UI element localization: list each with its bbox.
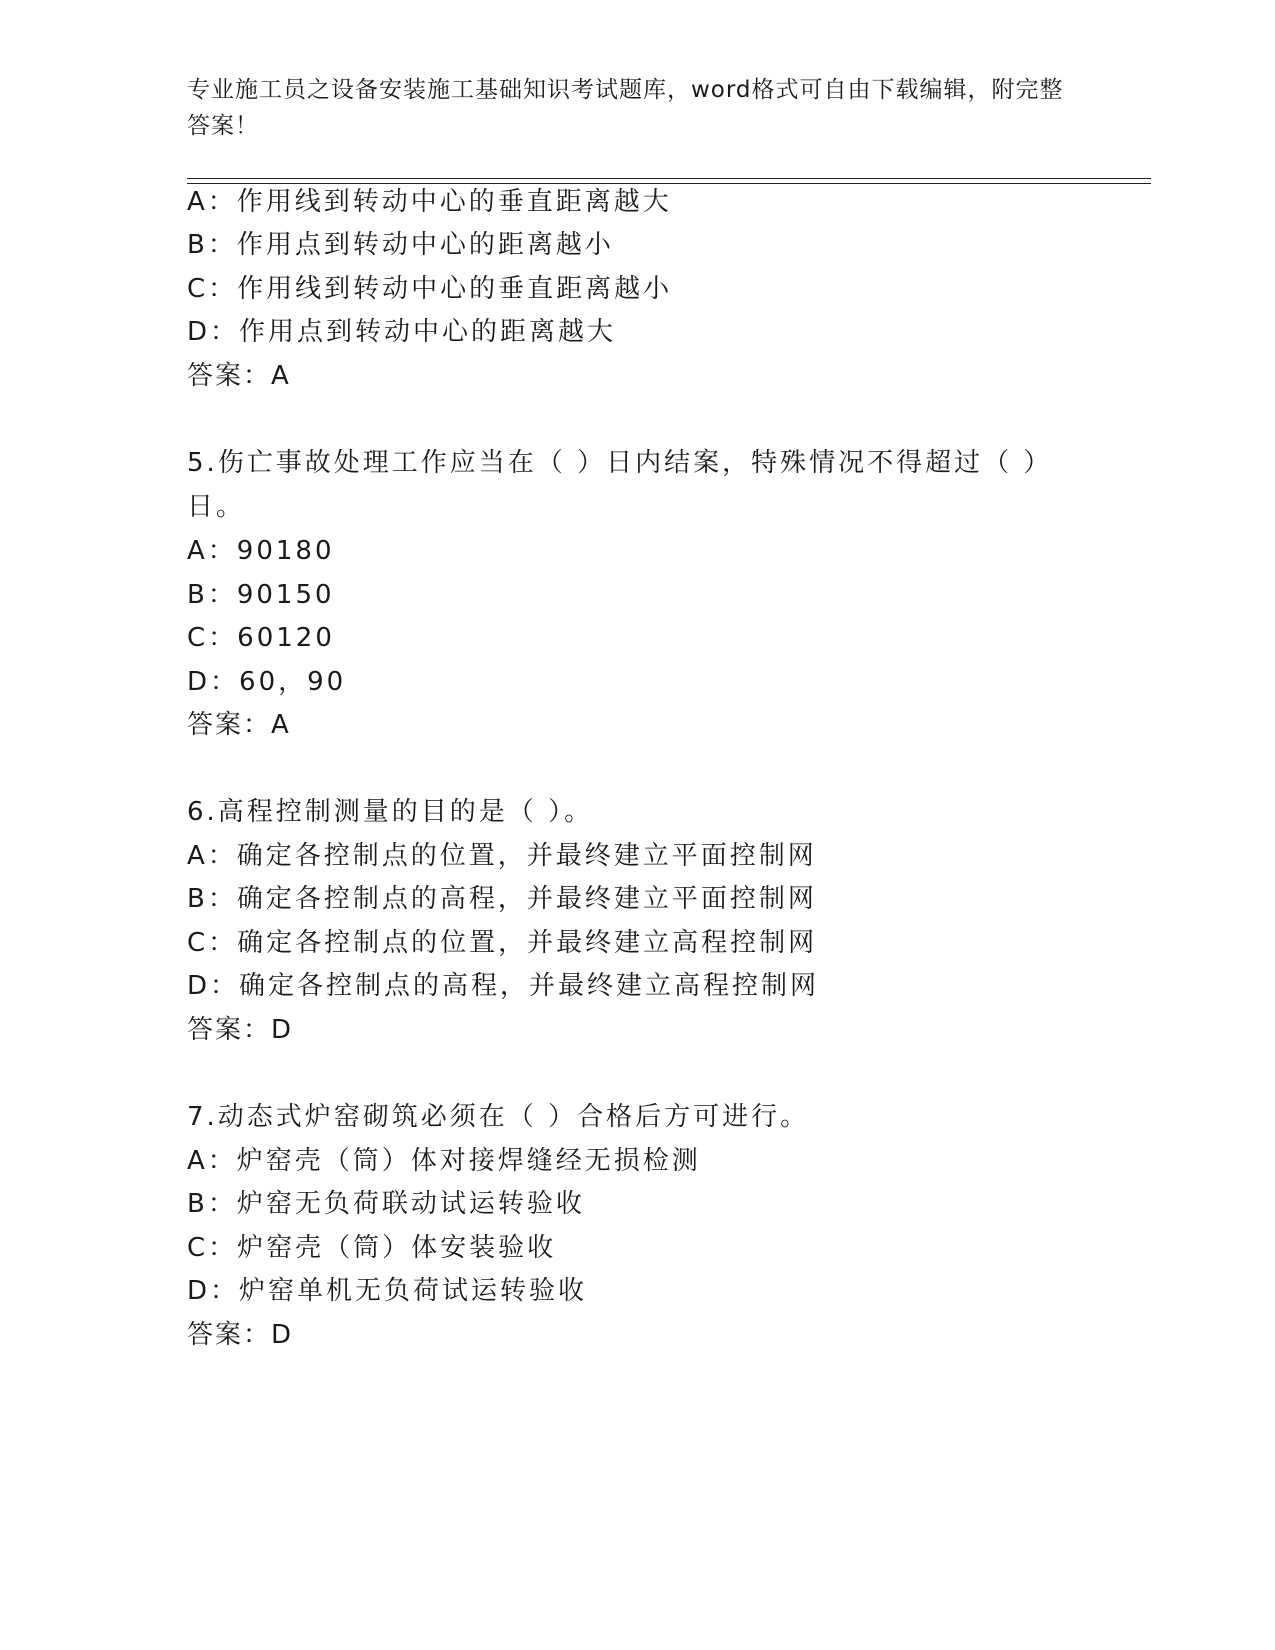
q5-option-d: D：60，90 <box>187 667 347 697</box>
q6-option-a: A：确定各控制点的位置，并最终建立平面控制网 <box>187 841 817 871</box>
q6-stem: 6.高程控制测量的目的是（ ）。 <box>187 797 594 827</box>
q6-answer: 答案：D <box>187 1015 294 1045</box>
q7-answer: 答案：D <box>187 1320 294 1350</box>
q7-stem: 7.动态式炉窑砌筑必须在（ ）合格后方可进行。 <box>187 1102 810 1132</box>
q7-option-b: B：炉窑无负荷联动试运转验收 <box>187 1189 585 1219</box>
header-divider-bottom <box>187 183 1151 184</box>
q4-option-b: B：作用点到转动中心的距离越小 <box>187 230 614 260</box>
q6-option-d: D：确定各控制点的高程，并最终建立高程控制网 <box>187 971 820 1001</box>
q4-option-d: D：作用点到转动中心的距离越大 <box>187 317 617 347</box>
q5-option-a: A：90180 <box>187 536 335 566</box>
q4-option-c: C：作用线到转动中心的垂直距离越小 <box>187 274 673 304</box>
q4-answer: 答案：A <box>187 361 291 391</box>
q4-option-a: A：作用线到转动中心的垂直距离越大 <box>187 187 672 217</box>
q5-option-c: C：60120 <box>187 623 335 653</box>
q5-answer: 答案：A <box>187 710 291 740</box>
q5-stem-line2: 日。 <box>187 492 246 522</box>
q7-option-a: A：炉窑壳（筒）体对接焊缝经无损检测 <box>187 1146 701 1176</box>
q6-option-c: C：确定各控制点的位置，并最终建立高程控制网 <box>187 928 818 958</box>
q6-option-b: B：确定各控制点的高程，并最终建立平面控制网 <box>187 884 817 914</box>
q5-stem-line1: 5.伤亡事故处理工作应当在（ ）日内结案，特殊情况不得超过（ ） <box>187 448 1053 478</box>
q5-option-b: B：90150 <box>187 580 335 610</box>
q7-option-d: D：炉窑单机无负荷试运转验收 <box>187 1276 588 1306</box>
q7-option-c: C：炉窑壳（筒）体安装验收 <box>187 1233 557 1263</box>
document-header: 专业施工员之设备安装施工基础知识考试题库，word格式可自由下载编辑，附完整答案！ <box>187 77 1064 139</box>
header-divider-top <box>187 178 1151 179</box>
